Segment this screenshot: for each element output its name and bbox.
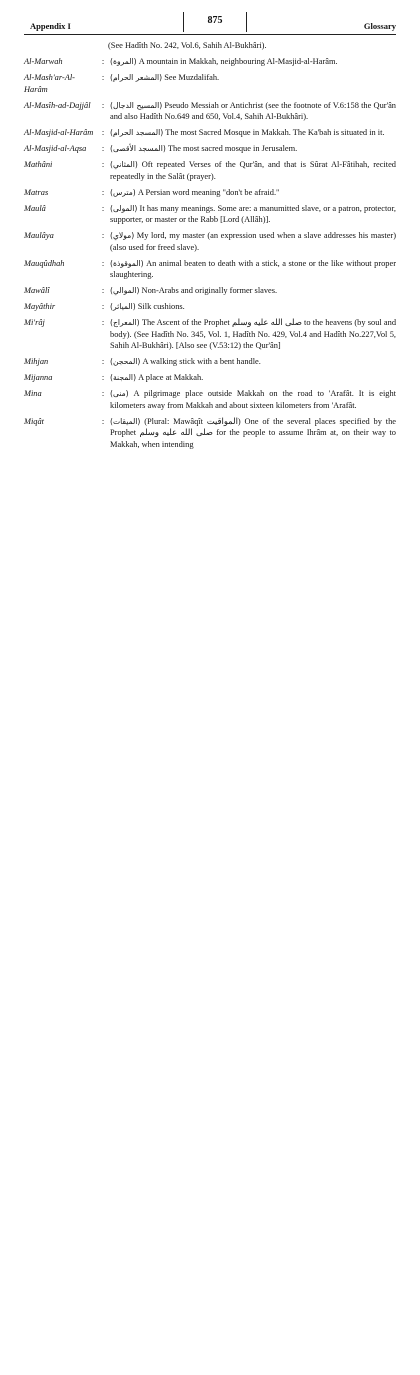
entry-term: Al-Masîh-ad-Dajjâl xyxy=(24,100,91,110)
entry-arabic: (مولاي) xyxy=(110,231,135,240)
entry-definition-text: It has many meanings. Some are: a manumitted slave, or a patron, protector, supporter, or master or the Rabb [Lord (Allâh)]. xyxy=(110,203,396,224)
glossary-entries xyxy=(24,40,396,450)
entry-term: Mawâlî xyxy=(24,286,50,295)
glossary-entry xyxy=(24,230,396,253)
glossary-entry xyxy=(24,388,396,411)
glossary-entry xyxy=(24,159,396,182)
entry-definition xyxy=(110,258,396,281)
entry-arabic: (المسجد الحرام) xyxy=(110,128,164,137)
entry-colon: : xyxy=(101,258,105,268)
page-header xyxy=(24,12,396,34)
entry-definition xyxy=(110,72,396,95)
entry-arabic: (مترس) xyxy=(110,187,136,197)
glossary-entry xyxy=(24,127,396,139)
entry-definition-text: An animal beaten to death with a stick, a stone or the like without proper slaughtering. xyxy=(110,258,396,279)
header-rule xyxy=(24,34,396,35)
entry-term: Mi'râj xyxy=(24,318,45,327)
entry-definition-text: Pseudo Messiah or Antichrist (see the footnote of V.6:158 the Qur'ân and also Hadîth No.649 and 650, Vol.4, Sahih Al-Bukhâri). xyxy=(110,100,396,121)
entry-definition-text: A pilgrimage place outside Makkah on the road to 'Arafât. It is eight kilometers away from Makkah and about sixteen kilometers from 'Arafât. xyxy=(110,389,397,410)
entry-definition xyxy=(110,230,396,253)
entry-definition xyxy=(110,203,396,226)
entry-definition xyxy=(110,159,396,182)
entry-definition-text: The most sacred mosque in Jerusalem. xyxy=(167,144,298,153)
entry-term: Mijanna xyxy=(24,373,53,382)
entry-definition-text: My lord, my master (an expression used when a slave addresses his master) (also used for freed slave). xyxy=(110,231,397,252)
entry-list xyxy=(24,56,396,450)
entry-arabic: (المثاني) xyxy=(110,160,138,169)
entry-arabic: (المروة) xyxy=(110,57,137,66)
entry-term: Maulâ xyxy=(24,203,46,213)
glossary-entry xyxy=(24,285,396,297)
entry-colon: : xyxy=(101,100,105,110)
entry-arabic: (المجنة) xyxy=(110,373,137,382)
entry-term: Al-Masjid-al-Harâm xyxy=(24,128,94,137)
continuation-text: (See Hadîth No. 242, Vol.6, Sahih Al-Bukhâri). xyxy=(108,41,267,50)
entry-arabic: (المشعر الحرام) xyxy=(110,73,163,82)
entry-definition xyxy=(110,416,396,451)
glossary-entry xyxy=(24,72,396,95)
entry-colon: : xyxy=(101,144,105,153)
entry-term: Matras xyxy=(24,187,49,197)
section-title: Appendix I xyxy=(30,21,71,31)
entry-definition xyxy=(110,100,396,123)
entry-definition-text: Non-Arabs and originally former slaves. xyxy=(141,286,278,295)
entry-arabic: (الموالي) xyxy=(110,286,140,295)
entry-definition xyxy=(110,56,396,68)
entry-definition-text: Silk cushions. xyxy=(137,302,185,311)
entry-arabic: (المحجن) xyxy=(110,357,141,366)
entry-colon: : xyxy=(101,357,105,366)
entry-term: Mina xyxy=(24,389,42,398)
entry-definition xyxy=(110,127,396,139)
entry-term: Mayâthir xyxy=(24,302,56,311)
entry-term: Mathâni xyxy=(24,160,53,169)
entry-definition xyxy=(110,187,396,199)
glossary-entry xyxy=(24,187,396,199)
entry-definition xyxy=(110,301,396,313)
entry-term: Al-Mash'ar-Al-Harâm xyxy=(24,73,75,94)
entry-definition-text: See Muzdalifah. xyxy=(164,73,220,82)
entry-arabic: (المسجد الأقصى) xyxy=(110,144,166,153)
entry-colon: : xyxy=(101,187,105,197)
entry-colon: : xyxy=(101,373,105,382)
entry-arabic: (المعراج) xyxy=(110,318,140,327)
glossary-entry xyxy=(24,258,396,281)
entry-term: Mihjan xyxy=(24,357,49,366)
entry-definition-text: Oft repeated Verses of the Qur'ân, and that is Sûrat Al-Fâtihah, recited repeatedly in the Salât (prayer). xyxy=(110,160,396,181)
entry-arabic: (منى) xyxy=(110,389,129,398)
glossary-entry xyxy=(24,56,396,68)
entry-definition xyxy=(110,317,396,352)
entry-definition xyxy=(110,143,396,155)
glossary-entry xyxy=(24,356,396,368)
entry-definition xyxy=(110,372,396,384)
glossary-entry xyxy=(24,372,396,384)
entry-definition-text: A place at Makkah. xyxy=(138,373,204,382)
entry-colon: : xyxy=(101,203,105,213)
glossary-page xyxy=(24,12,396,455)
entry-colon: : xyxy=(101,302,105,311)
entry-colon: : xyxy=(101,128,105,137)
glossary-entry xyxy=(24,203,396,226)
entry-definition-text: A walking stick with a bent handle. xyxy=(142,357,261,366)
entry-definition-text: A Persian word meaning "don't be afraid." xyxy=(137,187,280,197)
glossary-entry xyxy=(24,301,396,313)
entry-arabic: (المياثر) xyxy=(110,302,136,311)
entry-definition xyxy=(110,356,396,368)
entry-arabic: (المولى) xyxy=(110,203,138,213)
entry-colon: : xyxy=(101,73,105,82)
entry-arabic: (المسيح الدجال) xyxy=(110,100,163,110)
glossary-entry xyxy=(24,416,396,451)
entry-colon: : xyxy=(101,389,105,398)
entry-arabic: (الموقوذة) xyxy=(110,258,144,268)
glossary-entry xyxy=(24,143,396,155)
entry-colon: : xyxy=(101,231,105,240)
entry-colon: : xyxy=(101,416,105,426)
entry-term: Mauqûdhah xyxy=(24,258,65,268)
entry-definition-text: (Plural: Mawâqît المواقيت) One of the several places specified by the Prophet صلى الله عليه وسلم for the people to assume Ihrâm at, on their way to Makkah, when intending xyxy=(110,416,396,449)
entry-definition-text: The most Sacred Mosque in Makkah. The Ka'bah is situated in it. xyxy=(165,128,385,137)
entry-arabic: (الميقات) xyxy=(110,416,141,426)
entry-colon: : xyxy=(101,160,105,169)
chapter-title: Glossary xyxy=(363,21,396,31)
entry-term: Maulâya xyxy=(24,231,54,240)
entry-definition-text: A mountain in Makkah, neighbouring Al-Masjid-al-Harâm. xyxy=(138,57,338,66)
entry-colon: : xyxy=(101,318,105,327)
entry-colon: : xyxy=(101,286,105,295)
entry-definition-text: The Ascent of the Prophet صلى الله عليه وسلم to the heavens (by soul and body). (See Hadîth No. 345, Vol. 1, Hadîth No. 429, Vol.4 and Hadîth No.227,Vol 5, Sahih Al-Bukhâri). [Also see (V.53:12) the Qur'ân] xyxy=(110,318,397,350)
entry-definition xyxy=(110,388,396,411)
entry-colon: : xyxy=(101,57,105,66)
page-number: 875 xyxy=(183,12,247,32)
entry-term: Miqât xyxy=(24,416,45,426)
entry-definition xyxy=(110,285,396,297)
entry-term: Al-Marwah xyxy=(24,57,63,66)
entry-term: Al-Masjid-al-Aqsa xyxy=(24,144,87,153)
glossary-entry xyxy=(24,317,396,352)
glossary-entry xyxy=(24,100,396,123)
